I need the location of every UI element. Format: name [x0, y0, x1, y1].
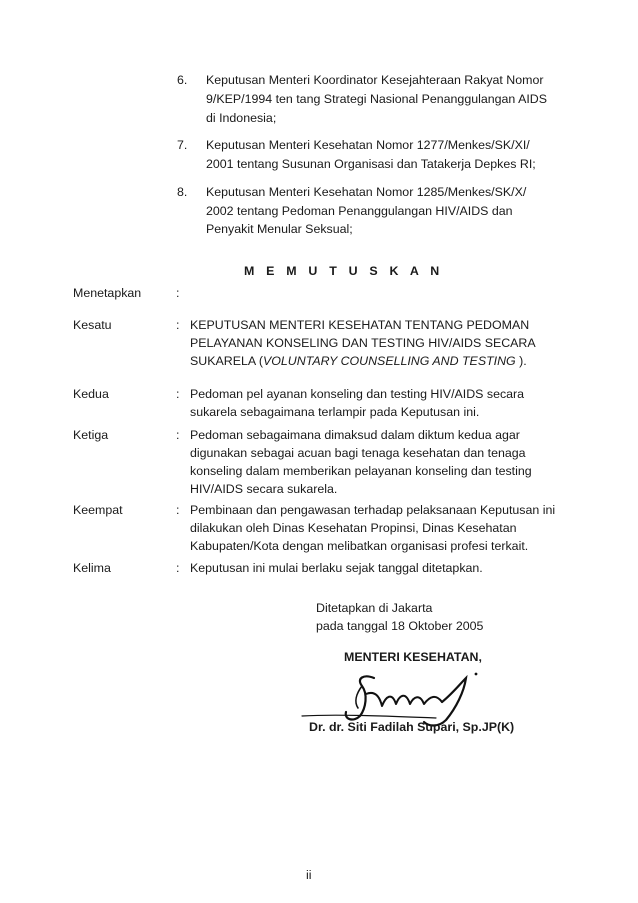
kesatu-line-3-pre: SUKARELA (	[190, 354, 263, 368]
kesatu-line-2: PELAYANAN KONSELING DAN TESTING HIV/AIDS SECARA	[190, 336, 536, 350]
signatory-name: Dr. dr. Siti Fadilah Supari, Sp.JP(K)	[309, 720, 515, 734]
closing-position: MENTERI KESEHATAN,	[344, 650, 482, 664]
closing-place: Ditetapkan di Jakarta	[316, 601, 433, 615]
decision-title: M E M U T U S K A N	[244, 264, 444, 278]
kedua-line-2: sukarela sebagaimana terlampir pada Keputusan ini.	[190, 405, 480, 419]
item-6-line-2: 9/KEP/1994 ten tang Strategi Nasional Penanggulangan AIDS	[206, 92, 547, 106]
kedua-line-1: Pedoman pel ayanan konseling dan testing HIV/AIDS secara	[190, 387, 525, 401]
keempat-line-1: Pembinaan dan pengawasan terhadap pelaksanaan Keputusan ini	[190, 503, 556, 517]
keempat-colon: :	[176, 503, 180, 517]
ketiga-colon: :	[176, 428, 180, 442]
ketiga-line-4: HIV/AIDS secara sukarela.	[190, 482, 338, 496]
keempat-label: Keempat	[73, 503, 123, 517]
ketiga-label: Ketiga	[73, 428, 109, 442]
page-number: ii	[306, 868, 312, 882]
ketiga-line-1: Pedoman sebagaimana dimaksud dalam diktum kedua agar	[190, 428, 520, 442]
kedua-label: Kedua	[73, 387, 109, 401]
kesatu-line-3-italic: VOLUNTARY COUNSELLING AND TESTING	[263, 354, 516, 368]
kesatu-label: Kesatu	[73, 318, 112, 332]
kesatu-line-1: KEPUTUSAN MENTERI KESEHATAN TENTANG PEDOMAN	[190, 318, 530, 332]
ketiga-line-3: konseling dalam memberikan pelayanan konseling dan testing	[190, 464, 532, 478]
item-7-line-1: Keputusan Menteri Kesehatan Nomor 1277/Menkes/SK/XI/	[206, 138, 530, 152]
item-8-line-3: Penyakit Menular Seksual;	[206, 222, 353, 236]
keempat-line-2: dilakukan oleh Dinas Kesehatan Propinsi, Dinas Kesehatan	[190, 521, 517, 535]
menetapkan-label: Menetapkan	[73, 286, 142, 300]
ketiga-line-2: digunakan sebagai acuan bagi tenaga kesehatan dan tenaga	[190, 446, 526, 460]
kesatu-colon: :	[176, 318, 180, 332]
item-7-number: 7.	[177, 138, 188, 152]
item-8-line-1: Keputusan Menteri Kesehatan Nomor 1285/Menkes/SK/X/	[206, 185, 527, 199]
item-6-line-3: di Indonesia;	[206, 111, 277, 125]
kelima-colon: :	[176, 561, 180, 575]
kelima-line-1: Keputusan ini mulai berlaku sejak tanggal ditetapkan.	[190, 561, 483, 575]
closing-date: pada tanggal 18 Oktober 2005	[316, 619, 484, 633]
kelima-label: Kelima	[73, 561, 111, 575]
item-8-number: 8.	[177, 185, 188, 199]
kedua-colon: :	[176, 387, 180, 401]
item-7-line-2: 2001 tentang Susunan Organisasi dan Tatakerja Depkes RI;	[206, 157, 536, 171]
signature-scribble	[296, 664, 496, 728]
kesatu-line-3	[190, 354, 527, 369]
keempat-line-3: Kabupaten/Kota dengan melibatkan organisasi profesi terkait.	[190, 539, 529, 553]
item-6-line-1: Keputusan Menteri Koordinator Kesejahteraan Rakyat Nomor	[206, 73, 544, 87]
item-8-line-2: 2002 tentang Pedoman Penanggulangan HIV/AIDS dan	[206, 204, 513, 218]
menetapkan-colon: :	[176, 286, 180, 300]
kesatu-line-3-post: ).	[515, 354, 527, 368]
item-6-number: 6.	[177, 73, 188, 87]
